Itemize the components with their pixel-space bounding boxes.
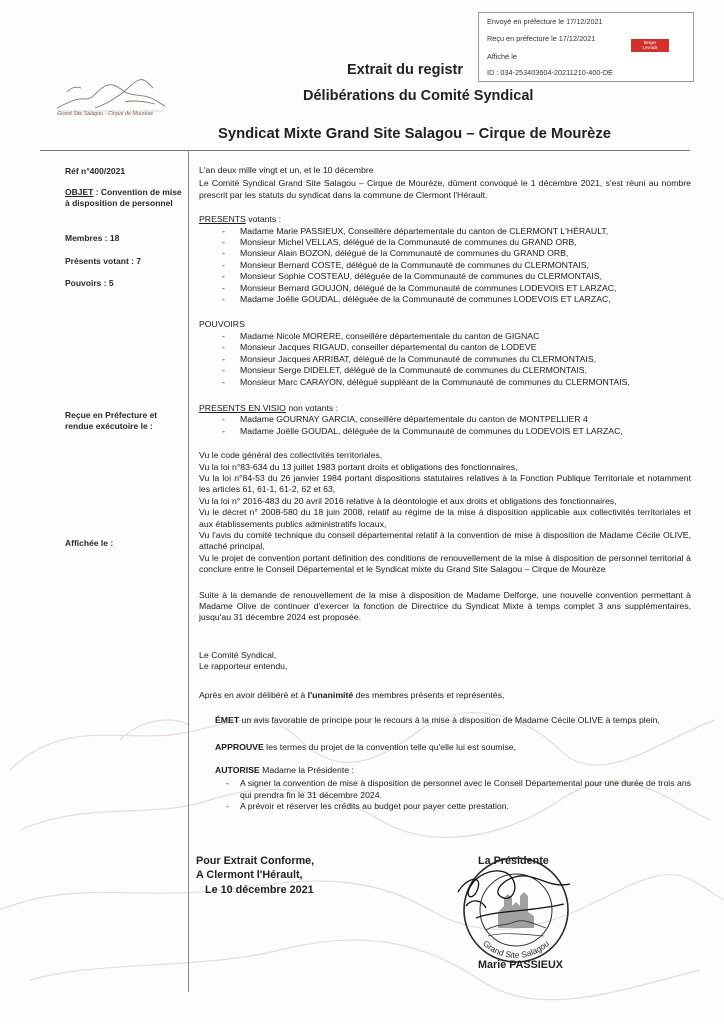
autorise-text: Madame la Présidente : [259,764,354,775]
deliberation-after: des membres présents et représentés, [353,689,505,700]
organization-title: Syndicat Mixte Grand Site Salagou – Cirque de Mourèze [218,126,612,142]
list-item: - Monsieur Alain BOZON, délégué de la Communauté de communes du GRAND ORB, [199,248,691,259]
list-item: - Monsieur Sophie COSTEAU, déléguée de la Communauté de communes du CLERMONTAIS, [199,271,691,282]
consideration: Vu le projet de convention portant définition des conditions de renouvellement de la mise à disposition de personnel territorial à conclure entre le Conseil Départemental et le Syndicat mixte du Grand Site Salagou – Cirque de Mourèze [199,552,691,575]
list-item: - Monsieur Bernard COSTE, délégué de la Communauté de communes du CLERMONTAIS, [199,260,691,271]
autorise-keyword: AUTORISE [215,764,260,775]
object-text: : Convention de mise à disposition de personnel [65,187,182,209]
badge-line-2: Levrault [642,45,658,50]
committee-line: Le Comité Syndical, [199,649,277,660]
reference-number: Réf n°400/2021 [65,166,126,176]
president-title: La Présidente [478,855,549,867]
prefecture-received: Reçue en Préfecture et rendue exécutoire le : [65,410,158,432]
proposal-paragraph: Suite à la demande de renouvellement de la mise à disposition de Madame Delforge, une nouvelle convention permettant à Madame Olive de continuer d'exercer la fonction de Directrice du Syndicat Mixte à temps complet 3 ans supplémentaires, jusqu'au 31 décembre 2024 est proposée. [199,589,691,623]
deliberation-line [199,690,691,701]
object-label: OBJET [65,187,94,197]
consideration: Vu le code général des collectivités territoriales, [199,450,383,461]
present-voting-count: Présents votant : 7 [65,256,142,266]
posted-date-label: Affichée le : [65,538,114,548]
list-item: - Monsieur Jacques ARRIBAT, délégué de la Communauté de communes du CLERMONTAIS, [199,354,691,365]
berger-levrault-logo [631,39,669,52]
proxies-section [199,319,691,387]
list-item: - Monsieur Bernard GOUJON, délégué de la Communauté de communes LODEVOIS ET LARZAC, [199,283,691,294]
visio-heading [199,403,691,414]
committee-section [199,650,691,673]
members-count: Membres : 18 [65,233,120,243]
considerations-section [199,450,691,575]
deliberation-body [199,165,691,812]
proxies-count: Pouvoirs : 5 [65,278,114,288]
signature-place: A Clermont l'Hérault, [196,869,303,881]
header-divider [40,150,690,151]
consideration: Vu la loi n°83-634 du 13 juillet 1983 portant droits et obligations des fonctionnaires, [199,461,518,472]
decision-approuve [199,742,691,753]
date-line: L'an deux mille vingt et un, et le 10 décembre [199,165,374,175]
logo-caption: Grand Site Salagou - Cirque de Mourèze [57,111,153,117]
autorise-heading [199,765,691,776]
president-name: Marie PASSIEUX [478,959,564,971]
proxies-heading: POUVOIRS [199,319,245,330]
committee-line: Le rapporteur entendu, [199,661,288,672]
visio-section [199,403,691,437]
unanimity: l'unanimité [307,689,354,700]
certified-extract: Pour Extrait Conforme, [196,855,315,867]
list-item: - Madame GOURNAY GARCIA, conseillère départementale du canton de MONTPELLIER 4 [199,414,691,425]
stamp-posted: Affiché le [487,52,517,61]
presents-section [199,214,691,305]
list-item: - Madame Joëlle GOUDAL, déléguée de la Communauté de communes du LODEVOIS ET LARZAC, [199,426,691,437]
decision-emet [199,715,691,726]
decision-autorise [199,765,691,813]
badge-line-1: Berger [643,40,657,45]
convened-paragraph: Le Comité Syndical Grand Site Salagou – Cirque de Mourèze, dûment convoqué le 1 décembre 2021, s'est réuni au nombre prescrit par les statuts du syndicat dans la commune de Clermont l'Hérault. [199,178,691,200]
column-divider [188,150,189,992]
list-item: - A prévoir et réserver les crédits au budget pour payer cette prestation. [199,801,691,812]
prefecture-stamp [478,12,694,82]
emet-keyword: ÉMET [215,715,240,726]
deliberation-before: Après en avoir délibéré et à [199,689,308,700]
list-item: - Madame Nicole MORERE, conseillère départementale du canton de GIGNAC [199,331,691,342]
list-item: - Monsieur Jacques RIGAUD, conseiller départemental du canton de LODEVE [199,342,691,353]
list-item: - Monsieur Marc CARAYON, délégué suppléant de la Communauté de communes du CLERMONTAIS, [199,377,691,388]
list-item: - Monsieur Serge DIDELET, délégué de la Communauté de communes du CLERMONTAIS, [199,365,691,376]
list-item: - Madame Marie PASSIEUX, Conseillère départementale du canton de CLERMONT L'HÉRAULT, [199,226,691,237]
presents-label: PRESENTS [199,214,246,225]
stamp-received-date: Reçu en préfecture le 17/12/2021 [487,34,596,43]
consideration: Vu la loi n°84-53 du 26 janvier 1984 portant dispositions statutaires relatives à la Fonction Publique Territoriale et notamment les articles 61, 61-1, 61-2, 62 et 63, [199,472,691,495]
stamp-id: ID : 034-253403604-20211210-400-DE [487,68,614,77]
registry-title: Extrait du registr [347,62,464,78]
approuve-keyword: APPROUVE [215,742,264,753]
list-item: - Monsieur Michel VELLAS, délégué de la Communauté de communes du GRAND ORB, [199,237,691,248]
presents-heading [199,214,691,225]
approuve-text: les termes du projet de la convention telle qu'elle lui est soumise, [263,742,517,753]
grand-site-logo-icon [55,68,167,112]
deliberations-title: Délibérations du Comité Syndical [303,88,534,104]
consideration: Vu la loi n° 2016-483 du 20 avril 2016 relative à la déontologie et aux droits et obligations des fonctionnaires, [199,495,617,506]
consideration: Vu le décret n° 2008-580 du 18 juin 2008, relatif au régime de la mise à disposition applicable aux collectivités territoriales et aux établissements publics administratifs locaux, [199,507,691,529]
emet-text: un avis favorable de principe pour le recours à la mise à disposition de Madame Cécile OLIVE à temps plein, [239,715,660,726]
presents-label-suffix: votants : [245,214,282,225]
official-seal-icon [452,848,582,972]
list-item: - A signer la convention de mise à disposition de personnel avec le Conseil Départemental pour une durée de trois ans qui prendra fin le 31 décembre 2024. [199,778,691,801]
visio-label: PRESENTS EN VISIO [199,402,286,413]
stamp-sent-date: Envoyé en préfecture le 17/12/2021 [487,17,603,26]
consideration: Vu l'avis du comité technique du conseil départemental relatif à la convention de mise à disposition de Madame Cécile OLIVE, attaché principal, [199,529,691,552]
visio-label-suffix: non votants : [285,402,339,413]
signature-date: Le 10 décembre 2021 [205,884,314,896]
object [65,187,183,210]
list-item: - Madame Joëlle GOUDAL, déléguée de la Communauté de communes LODEVOIS ET LARZAC, [199,294,691,305]
seal-text: Grand Site Salagou [481,938,551,961]
